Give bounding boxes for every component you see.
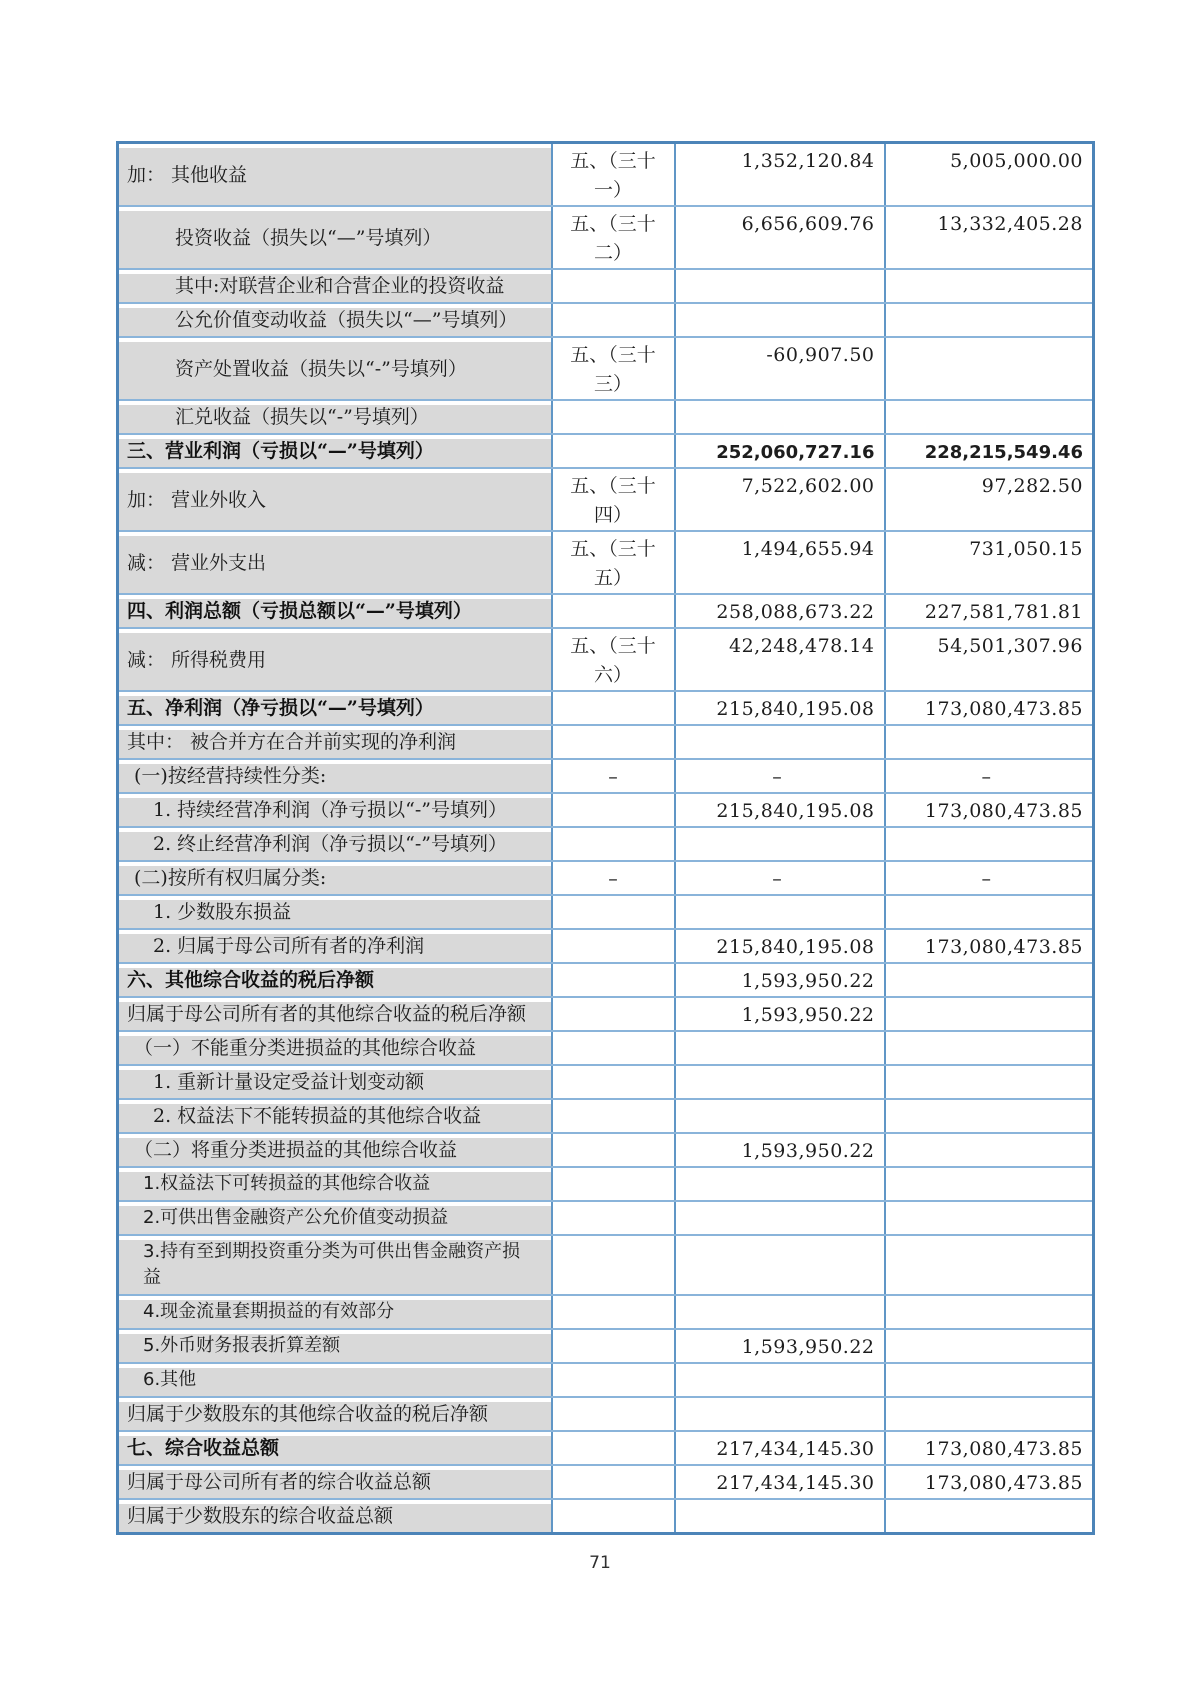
current-period-cell	[675, 1031, 885, 1065]
table-row	[118, 1099, 1094, 1133]
current-period-cell: 7,522,602.00	[675, 468, 885, 531]
prior-period-cell	[885, 1397, 1094, 1431]
table-row	[118, 929, 1094, 963]
item-cell: 减： 所得税费用	[118, 628, 552, 691]
note-cell: 五、（三十四）	[552, 468, 675, 531]
item-cell: 其中:对联营企业和合营企业的投资收益	[118, 269, 552, 303]
note-cell	[552, 1329, 675, 1363]
current-period-cell	[675, 1295, 885, 1329]
current-period-cell: -60,907.50	[675, 337, 885, 400]
item-cell: 2.可供出售金融资产公允价值变动损益	[118, 1201, 552, 1235]
prior-period-cell: 173,080,473.85	[885, 691, 1094, 725]
item-cell: 七、综合收益总额	[118, 1431, 552, 1465]
prior-period-cell	[885, 725, 1094, 759]
prior-period-cell: 173,080,473.85	[885, 793, 1094, 827]
prior-period-cell: 97,282.50	[885, 468, 1094, 531]
income-statement-table	[116, 141, 1095, 1535]
prior-period-cell	[885, 895, 1094, 929]
table-row	[118, 1431, 1094, 1465]
table-row	[118, 468, 1094, 531]
current-period-cell: 42,248,478.14	[675, 628, 885, 691]
current-period-cell: 1,593,950.22	[675, 997, 885, 1031]
table-row	[118, 861, 1094, 895]
income-statement-body	[118, 143, 1094, 1534]
table-row	[118, 434, 1094, 468]
current-period-cell	[675, 725, 885, 759]
table-row	[118, 1499, 1094, 1534]
item-cell: （二）将重分类进损益的其他综合收益	[118, 1133, 552, 1167]
current-period-cell	[675, 1065, 885, 1099]
item-cell: 投资收益（损失以“—”号填列）	[118, 206, 552, 269]
prior-period-cell	[885, 337, 1094, 400]
item-cell: 加： 营业外收入	[118, 468, 552, 531]
note-cell	[552, 1235, 675, 1295]
table-row	[118, 963, 1094, 997]
prior-period-cell: 54,501,307.96	[885, 628, 1094, 691]
current-period-cell: 258,088,673.22	[675, 594, 885, 628]
current-period-cell: 1,593,950.22	[675, 1133, 885, 1167]
item-cell: （一）不能重分类进损益的其他综合收益	[118, 1031, 552, 1065]
item-cell: 4.现金流量套期损益的有效部分	[118, 1295, 552, 1329]
note-cell	[552, 400, 675, 434]
table-row	[118, 1031, 1094, 1065]
current-period-cell: –	[675, 861, 885, 895]
item-cell: 四、利润总额（亏损总额以“—”号填列）	[118, 594, 552, 628]
item-cell: 五、净利润（净亏损以“—”号填列）	[118, 691, 552, 725]
current-period-cell: 217,434,145.30	[675, 1465, 885, 1499]
item-cell: 其中： 被合并方在合并前实现的净利润	[118, 725, 552, 759]
item-cell: 归属于母公司所有者的其他综合收益的税后净额	[118, 997, 552, 1031]
item-cell: 公允价值变动收益（损失以“—”号填列）	[118, 303, 552, 337]
table-row	[118, 1329, 1094, 1363]
prior-period-cell: 173,080,473.85	[885, 929, 1094, 963]
item-cell: 1. 持续经营净利润（净亏损以“-”号填列）	[118, 793, 552, 827]
prior-period-cell	[885, 1295, 1094, 1329]
note-cell	[552, 1167, 675, 1201]
current-period-cell: 217,434,145.30	[675, 1431, 885, 1465]
note-cell	[552, 793, 675, 827]
table-row	[118, 206, 1094, 269]
table-row	[118, 269, 1094, 303]
page-number: 71	[589, 1553, 611, 1573]
table-row	[118, 143, 1094, 207]
prior-period-cell	[885, 1201, 1094, 1235]
item-cell: 归属于少数股东的其他综合收益的税后净额	[118, 1397, 552, 1431]
current-period-cell: 1,593,950.22	[675, 1329, 885, 1363]
prior-period-cell: 731,050.15	[885, 531, 1094, 594]
current-period-cell: 1,352,120.84	[675, 143, 885, 207]
current-period-cell: 1,494,655.94	[675, 531, 885, 594]
current-period-cell	[675, 1363, 885, 1397]
table-row	[118, 725, 1094, 759]
note-cell	[552, 1295, 675, 1329]
table-row	[118, 531, 1094, 594]
table-row	[118, 691, 1094, 725]
note-cell	[552, 1065, 675, 1099]
prior-period-cell: 5,005,000.00	[885, 143, 1094, 207]
prior-period-cell: 227,581,781.81	[885, 594, 1094, 628]
item-cell: 归属于少数股东的综合收益总额	[118, 1499, 552, 1534]
note-cell: 五、（三十六）	[552, 628, 675, 691]
item-cell: (二)按所有权归属分类:	[118, 861, 552, 895]
note-cell	[552, 1465, 675, 1499]
prior-period-cell	[885, 827, 1094, 861]
table-row	[118, 1235, 1094, 1295]
note-cell	[552, 1499, 675, 1534]
table-row	[118, 400, 1094, 434]
prior-period-cell	[885, 963, 1094, 997]
table-row	[118, 895, 1094, 929]
current-period-cell	[675, 827, 885, 861]
note-cell	[552, 434, 675, 468]
prior-period-cell	[885, 303, 1094, 337]
current-period-cell	[675, 269, 885, 303]
prior-period-cell: 173,080,473.85	[885, 1465, 1094, 1499]
item-cell: 3.持有至到期投资重分类为可供出售金融资产损益	[118, 1235, 552, 1295]
item-cell: 2. 终止经营净利润（净亏损以“-”号填列）	[118, 827, 552, 861]
note-cell	[552, 1431, 675, 1465]
item-cell: 1. 重新计量设定受益计划变动额	[118, 1065, 552, 1099]
item-cell: 1. 少数股东损益	[118, 895, 552, 929]
table-row	[118, 1167, 1094, 1201]
item-cell: (一)按经营持续性分类:	[118, 759, 552, 793]
table-row	[118, 1363, 1094, 1397]
current-period-cell	[675, 1099, 885, 1133]
note-cell: 五、（三十一）	[552, 143, 675, 207]
note-cell: –	[552, 759, 675, 793]
prior-period-cell	[885, 997, 1094, 1031]
prior-period-cell	[885, 1065, 1094, 1099]
prior-period-cell: –	[885, 861, 1094, 895]
table-row	[118, 1133, 1094, 1167]
note-cell	[552, 594, 675, 628]
table-row	[118, 1465, 1094, 1499]
item-cell: 2. 权益法下不能转损益的其他综合收益	[118, 1099, 552, 1133]
prior-period-cell	[885, 1363, 1094, 1397]
table-row	[118, 793, 1094, 827]
note-cell: 五、（三十五）	[552, 531, 675, 594]
note-cell	[552, 303, 675, 337]
table-row	[118, 337, 1094, 400]
item-cell: 汇兑收益（损失以“-”号填列）	[118, 400, 552, 434]
prior-period-cell	[885, 1499, 1094, 1534]
item-cell: 1.权益法下可转损益的其他综合收益	[118, 1167, 552, 1201]
prior-period-cell	[885, 1133, 1094, 1167]
current-period-cell	[675, 1499, 885, 1534]
table-row	[118, 1201, 1094, 1235]
item-cell: 加： 其他收益	[118, 143, 552, 207]
note-cell	[552, 963, 675, 997]
current-period-cell	[675, 1235, 885, 1295]
prior-period-cell	[885, 1031, 1094, 1065]
note-cell	[552, 1363, 675, 1397]
item-cell: 2. 归属于母公司所有者的净利润	[118, 929, 552, 963]
current-period-cell: 6,656,609.76	[675, 206, 885, 269]
prior-period-cell	[885, 1099, 1094, 1133]
table-row	[118, 1397, 1094, 1431]
current-period-cell: 215,840,195.08	[675, 691, 885, 725]
current-period-cell: –	[675, 759, 885, 793]
note-cell: 五、（三十二）	[552, 206, 675, 269]
prior-period-cell	[885, 269, 1094, 303]
note-cell: –	[552, 861, 675, 895]
current-period-cell: 252,060,727.16	[675, 434, 885, 468]
prior-period-cell: 228,215,549.46	[885, 434, 1094, 468]
table-row	[118, 1295, 1094, 1329]
current-period-cell	[675, 303, 885, 337]
current-period-cell	[675, 1167, 885, 1201]
current-period-cell: 215,840,195.08	[675, 793, 885, 827]
note-cell: 五、（三十三）	[552, 337, 675, 400]
prior-period-cell: 173,080,473.85	[885, 1431, 1094, 1465]
item-cell: 六、其他综合收益的税后净额	[118, 963, 552, 997]
table-row	[118, 827, 1094, 861]
table-row	[118, 594, 1094, 628]
table-row	[118, 759, 1094, 793]
current-period-cell: 215,840,195.08	[675, 929, 885, 963]
current-period-cell	[675, 895, 885, 929]
table-row	[118, 628, 1094, 691]
note-cell	[552, 691, 675, 725]
item-cell: 资产处置收益（损失以“-”号填列）	[118, 337, 552, 400]
table-row	[118, 1065, 1094, 1099]
note-cell	[552, 1031, 675, 1065]
prior-period-cell	[885, 1235, 1094, 1295]
note-cell	[552, 895, 675, 929]
table-row	[118, 997, 1094, 1031]
current-period-cell	[675, 1397, 885, 1431]
prior-period-cell	[885, 400, 1094, 434]
note-cell	[552, 929, 675, 963]
note-cell	[552, 1099, 675, 1133]
note-cell	[552, 997, 675, 1031]
note-cell	[552, 269, 675, 303]
note-cell	[552, 1201, 675, 1235]
item-cell: 归属于母公司所有者的综合收益总额	[118, 1465, 552, 1499]
note-cell	[552, 725, 675, 759]
item-cell: 三、营业利润（亏损以“—”号填列）	[118, 434, 552, 468]
note-cell	[552, 1397, 675, 1431]
prior-period-cell: 13,332,405.28	[885, 206, 1094, 269]
item-cell: 6.其他	[118, 1363, 552, 1397]
current-period-cell	[675, 400, 885, 434]
note-cell	[552, 1133, 675, 1167]
item-cell: 5.外币财务报表折算差额	[118, 1329, 552, 1363]
table-row	[118, 303, 1094, 337]
note-cell	[552, 827, 675, 861]
item-cell: 减： 营业外支出	[118, 531, 552, 594]
prior-period-cell	[885, 1167, 1094, 1201]
prior-period-cell	[885, 1329, 1094, 1363]
prior-period-cell: –	[885, 759, 1094, 793]
current-period-cell: 1,593,950.22	[675, 963, 885, 997]
current-period-cell	[675, 1201, 885, 1235]
